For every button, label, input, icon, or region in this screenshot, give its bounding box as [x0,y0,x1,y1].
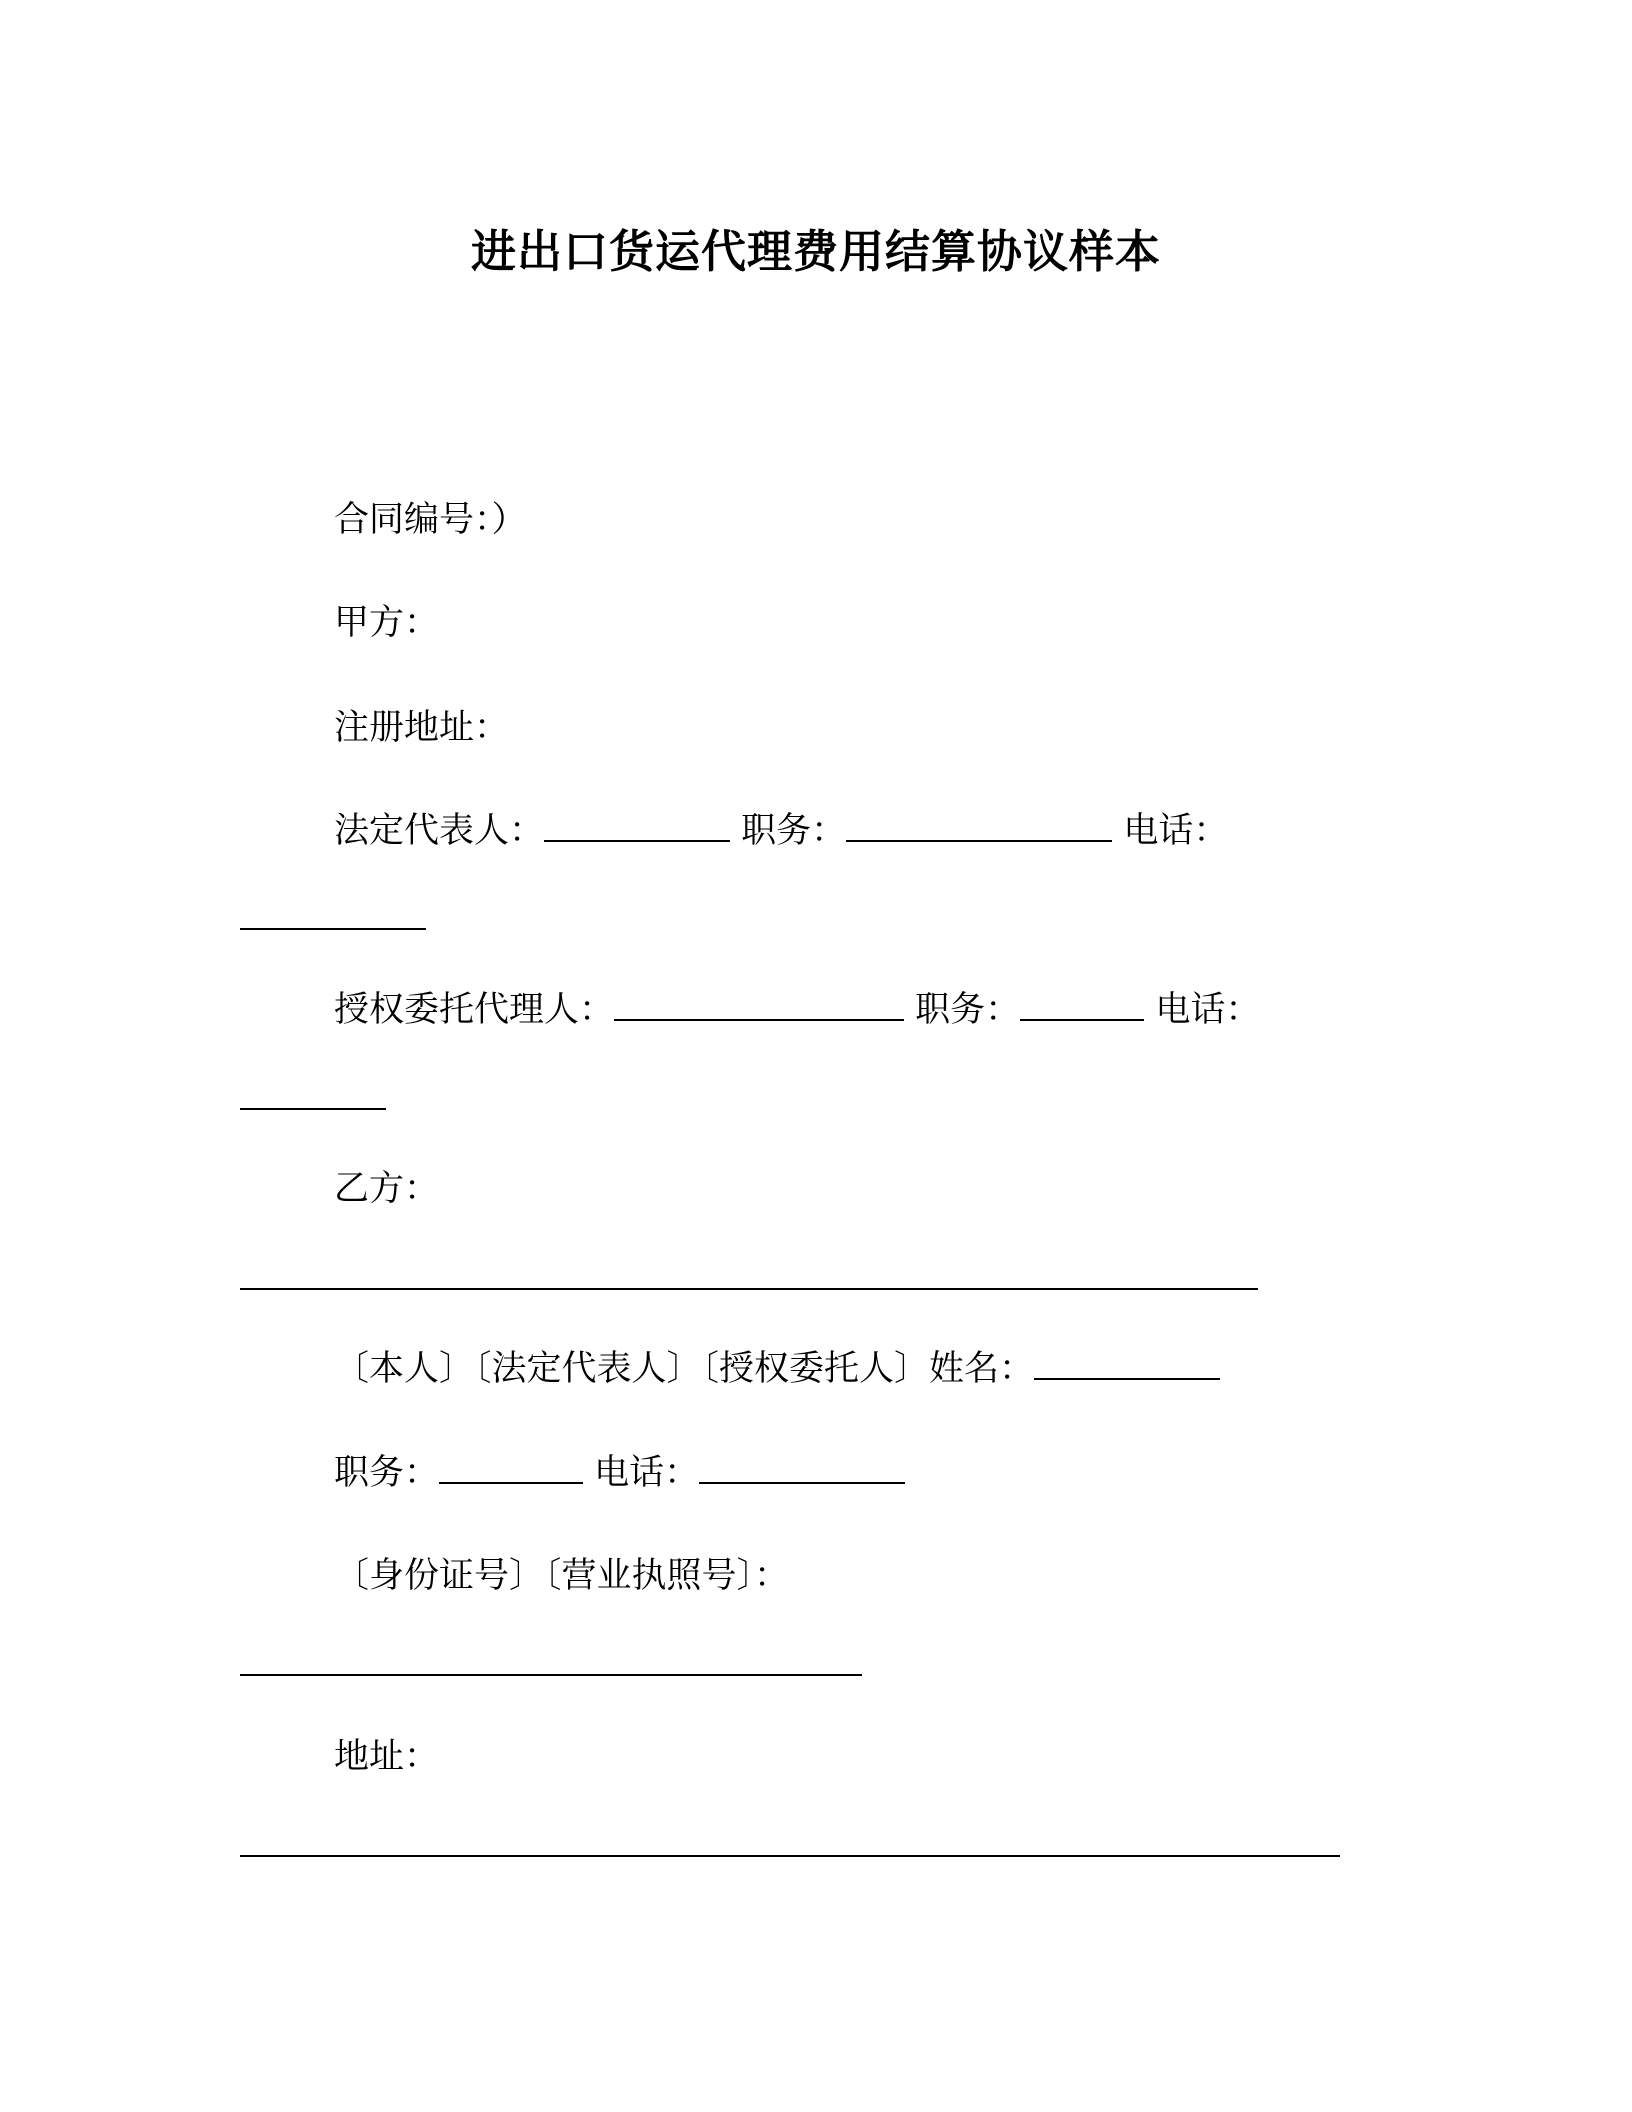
id-number-blank[interactable] [240,1674,862,1676]
position-label: 职务： [741,811,847,851]
party-b-position-blank[interactable] [439,1448,583,1484]
id-number-label: 〔身份证号〕〔营业执照号〕： [334,1556,790,1596]
legal-representative-label: 法定代表人： [334,811,545,851]
id-number-line [334,1551,789,1601]
agent-phone-blank[interactable] [240,1108,386,1110]
party-a-line [334,598,439,648]
party-b-blank[interactable] [240,1288,1258,1290]
authorized-agent-label: 授权委托代理人： [334,990,615,1030]
address-label: 地址： [334,1737,440,1777]
party-b-position-label: 职务： [334,1453,440,1493]
phone-label: 电话： [1123,811,1229,851]
name-blank[interactable] [1034,1344,1220,1380]
registered-address-line [334,703,509,753]
party-b-identity-line [334,1344,1220,1394]
legal-representative-line [334,806,1228,856]
agent-position-label: 职务： [915,990,1021,1030]
registered-address-label: 注册地址： [334,708,510,748]
position-blank[interactable] [846,806,1112,842]
party-a-label: 甲方： [334,603,440,643]
party-b-line [334,1164,439,1214]
contract-number-line [334,495,527,545]
identity-options-label: 〔本人〕〔法定代表人〕〔授权委托人〕姓名： [334,1349,1035,1389]
agent-position-blank[interactable] [1020,985,1144,1021]
party-b-label: 乙方： [334,1169,440,1209]
address-blank[interactable] [240,1855,1340,1857]
document-title: 进出口货运代理费用结算协议样本 [470,225,1161,278]
authorized-agent-line [334,985,1260,1035]
agent-phone-label: 电话： [1155,990,1261,1030]
legal-representative-phone-blank[interactable] [240,928,426,930]
authorized-agent-blank[interactable] [614,985,904,1021]
legal-representative-blank[interactable] [544,806,730,842]
party-b-phone-blank[interactable] [699,1448,905,1484]
party-b-phone-label: 电话： [594,1453,700,1493]
contract-number-label: 合同编号：） [334,500,527,540]
party-b-position-line [334,1448,905,1498]
address-line [334,1732,439,1782]
